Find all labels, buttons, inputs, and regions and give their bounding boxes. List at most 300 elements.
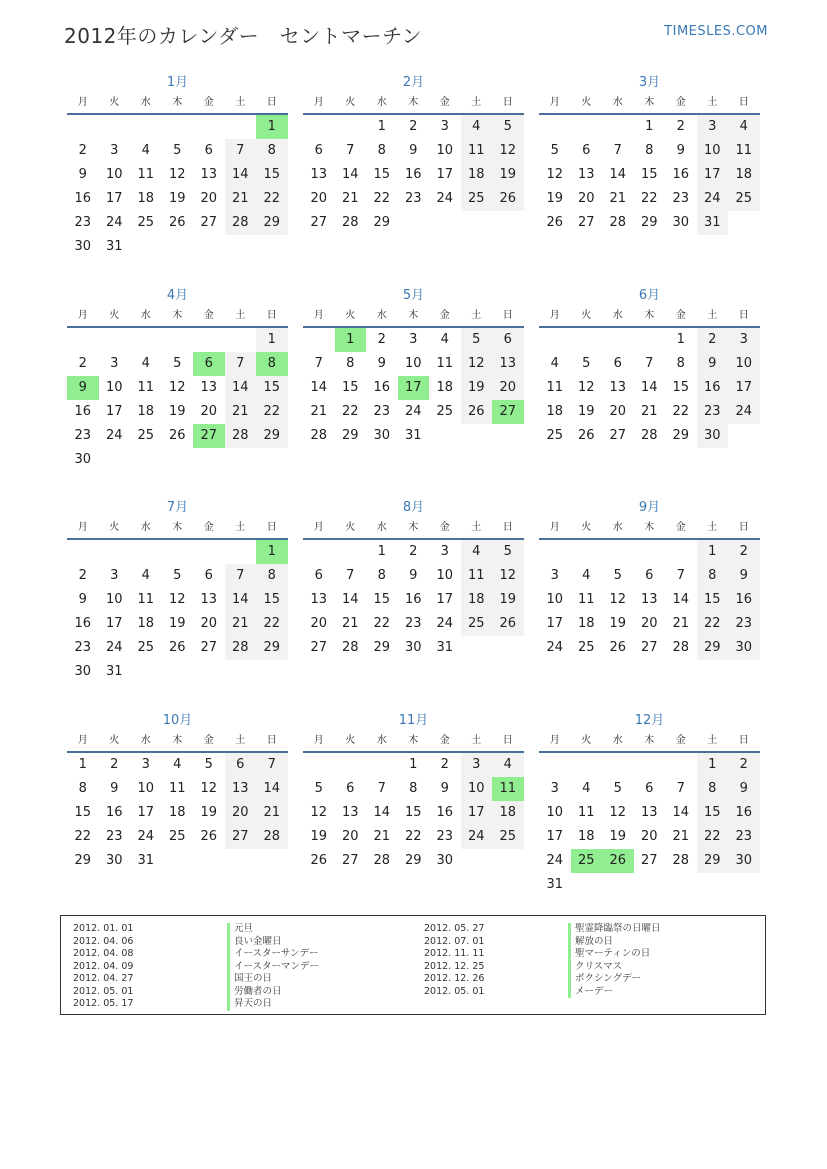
- week-row: [539, 564, 760, 588]
- day-cell: 29: [640, 215, 658, 230]
- holiday-day-cell: 26: [602, 849, 634, 873]
- day-cell: 24: [546, 853, 564, 868]
- day-cell: 29: [341, 428, 359, 443]
- weekday-label: 金: [675, 310, 686, 321]
- day-cell: 14: [341, 592, 359, 607]
- day-cell: 8: [697, 564, 729, 588]
- day-cell: 22: [256, 612, 288, 636]
- day-cell: 30: [74, 239, 92, 254]
- day-cell: 14: [609, 167, 627, 182]
- day-cell: 11: [461, 564, 493, 588]
- weekday-label: 月: [313, 310, 324, 321]
- day-cell: 10: [697, 139, 729, 163]
- week-row: [67, 235, 288, 259]
- day-cell: 28: [672, 853, 690, 868]
- holiday-day-cell: 6: [193, 352, 225, 376]
- weekday-label: 土: [471, 522, 482, 533]
- day-cell: 15: [697, 801, 729, 825]
- weekday-label: 木: [644, 97, 655, 108]
- holiday-list: [60, 915, 766, 1015]
- day-cell: 21: [341, 616, 359, 631]
- month-3: [539, 73, 760, 235]
- day-cell: 31: [404, 428, 422, 443]
- empty-cell: [634, 328, 666, 352]
- day-cell: 22: [697, 825, 729, 849]
- day-cell: 10: [105, 167, 123, 182]
- week-row: [539, 777, 760, 801]
- day-cell: 20: [577, 191, 595, 206]
- weekday-label: 土: [707, 735, 718, 746]
- day-cell: 3: [409, 332, 418, 347]
- week-row: [539, 612, 760, 636]
- day-cell: 13: [577, 167, 595, 182]
- day-cell: 11: [436, 356, 454, 371]
- weekday-label: 月: [313, 522, 324, 533]
- day-cell: 31: [436, 640, 454, 655]
- day-cell: 29: [373, 215, 391, 230]
- day-cell: 16: [373, 380, 391, 395]
- day-cell: 16: [105, 805, 123, 820]
- day-cell: 3: [110, 143, 119, 158]
- day-cell: 21: [225, 187, 257, 211]
- day-cell: 4: [141, 568, 150, 583]
- month-title: 6月: [638, 288, 661, 303]
- day-cell: 7: [225, 564, 257, 588]
- day-cell: 17: [728, 376, 760, 400]
- day-cell: 3: [440, 544, 449, 559]
- day-cell: 29: [256, 636, 288, 660]
- day-cell: 5: [492, 540, 524, 564]
- weekday-label: 月: [549, 97, 560, 108]
- week-row: [303, 211, 524, 235]
- day-cell: 7: [676, 781, 685, 796]
- month-2: [303, 73, 524, 235]
- week-row: [303, 753, 524, 777]
- weekday-header: [539, 306, 760, 328]
- holiday-name: 解放の日: [568, 936, 661, 949]
- weekday-label: 火: [581, 97, 592, 108]
- day-cell: 3: [697, 115, 729, 139]
- day-cell: 11: [137, 592, 155, 607]
- weekday-label: 月: [313, 97, 324, 108]
- weekday-label: 月: [549, 735, 560, 746]
- day-cell: 19: [200, 805, 218, 820]
- day-cell: 6: [314, 143, 323, 158]
- day-cell: 1: [409, 757, 418, 772]
- day-cell: 4: [461, 540, 493, 564]
- month-title: 7月: [166, 500, 189, 515]
- day-cell: 30: [74, 664, 92, 679]
- site-link[interactable]: TIMESLES.COM: [664, 24, 768, 39]
- weekday-label: 月: [77, 310, 88, 321]
- week-row: [67, 636, 288, 660]
- day-cell: 30: [728, 849, 760, 873]
- empty-cell: [602, 753, 634, 777]
- weekday-label: 土: [471, 310, 482, 321]
- day-cell: 6: [225, 753, 257, 777]
- week-row: [303, 849, 524, 873]
- day-cell: 30: [74, 452, 92, 467]
- holiday-date: 2012. 05. 01: [424, 985, 485, 997]
- day-cell: 19: [492, 588, 524, 612]
- day-cell: 17: [105, 616, 123, 631]
- day-cell: 27: [341, 853, 359, 868]
- day-cell: 25: [577, 640, 595, 655]
- empty-cell: [665, 540, 697, 564]
- day-cell: 7: [645, 356, 654, 371]
- weekday-label: 日: [266, 522, 277, 533]
- day-cell: 8: [645, 143, 654, 158]
- week-row: [303, 825, 524, 849]
- day-cell: 26: [609, 640, 627, 655]
- day-cell: 18: [137, 404, 155, 419]
- day-cell: 12: [609, 805, 627, 820]
- day-cell: 22: [697, 612, 729, 636]
- day-cell: 8: [256, 564, 288, 588]
- weekday-label: 火: [109, 522, 120, 533]
- day-cell: 20: [310, 191, 328, 206]
- weekday-label: 金: [675, 522, 686, 533]
- day-cell: 17: [105, 191, 123, 206]
- month-11: [303, 711, 524, 873]
- day-cell: 18: [461, 163, 493, 187]
- weekday-label: 水: [612, 97, 623, 108]
- day-cell: 23: [74, 640, 92, 655]
- weekday-label: 火: [345, 97, 356, 108]
- empty-cell: [303, 540, 335, 564]
- holiday-name: イースターマンデー: [227, 961, 319, 974]
- weekday-label: 金: [439, 310, 450, 321]
- day-cell: 12: [310, 805, 328, 820]
- empty-cell: [602, 115, 634, 139]
- day-cell: 5: [613, 781, 622, 796]
- weekday-label: 水: [140, 735, 151, 746]
- day-cell: 22: [74, 829, 92, 844]
- day-cell: 6: [492, 328, 524, 352]
- weekday-label: 木: [644, 735, 655, 746]
- day-cell: 25: [137, 428, 155, 443]
- day-cell: 27: [200, 215, 218, 230]
- weekday-label: 土: [707, 97, 718, 108]
- day-cell: 23: [373, 404, 391, 419]
- weekday-label: 木: [408, 310, 419, 321]
- day-cell: 9: [676, 143, 685, 158]
- day-cell: 28: [672, 640, 690, 655]
- day-cell: 6: [645, 568, 654, 583]
- day-cell: 7: [225, 352, 257, 376]
- day-cell: 7: [256, 753, 288, 777]
- day-cell: 18: [546, 404, 564, 419]
- empty-cell: [634, 753, 666, 777]
- week-row: [539, 187, 760, 211]
- day-cell: 18: [436, 380, 454, 395]
- day-cell: 9: [728, 564, 760, 588]
- day-cell: 13: [200, 167, 218, 182]
- day-cell: 13: [310, 167, 328, 182]
- day-cell: 7: [377, 781, 386, 796]
- weekday-label: 木: [172, 735, 183, 746]
- day-cell: 8: [377, 143, 386, 158]
- day-cell: 3: [461, 753, 493, 777]
- day-cell: 19: [609, 616, 627, 631]
- empty-cell: [571, 753, 603, 777]
- day-cell: 21: [341, 191, 359, 206]
- day-cell: 10: [404, 356, 422, 371]
- holiday-day-cell: 1: [256, 115, 288, 139]
- day-cell: 28: [310, 428, 328, 443]
- week-row: [67, 612, 288, 636]
- day-cell: 30: [404, 640, 422, 655]
- month-1: [67, 73, 288, 259]
- day-cell: 30: [373, 428, 391, 443]
- weekday-label: 日: [738, 97, 749, 108]
- day-cell: 19: [461, 376, 493, 400]
- weekday-header: [539, 93, 760, 115]
- week-row: [67, 777, 288, 801]
- day-cell: 24: [436, 616, 454, 631]
- weekday-label: 水: [612, 735, 623, 746]
- day-cell: 9: [409, 143, 418, 158]
- day-cell: 9: [409, 568, 418, 583]
- holiday-date: 2012. 12. 25: [424, 960, 485, 972]
- day-cell: 11: [168, 781, 186, 796]
- empty-cell: [602, 328, 634, 352]
- empty-cell: [193, 540, 225, 564]
- day-cell: 31: [105, 239, 123, 254]
- day-cell: 17: [546, 829, 564, 844]
- holiday-date: 2012. 04. 27: [73, 973, 134, 984]
- day-cell: 28: [609, 215, 627, 230]
- weekday-header: [303, 518, 524, 540]
- day-cell: 25: [436, 404, 454, 419]
- weekday-label: 火: [109, 97, 120, 108]
- weekday-label: 土: [471, 735, 482, 746]
- week-row: [539, 163, 760, 187]
- day-cell: 9: [697, 352, 729, 376]
- week-row: [67, 660, 288, 684]
- week-row: [67, 801, 288, 825]
- day-cell: 25: [461, 612, 493, 636]
- empty-cell: [162, 540, 194, 564]
- day-cell: 31: [697, 211, 729, 235]
- day-cell: 6: [613, 356, 622, 371]
- holiday-name: メーデー: [568, 986, 661, 999]
- day-cell: 14: [672, 592, 690, 607]
- weekday-label: 金: [203, 522, 214, 533]
- day-cell: 10: [728, 352, 760, 376]
- day-cell: 15: [373, 592, 391, 607]
- week-row: [67, 352, 288, 376]
- day-cell: 23: [404, 616, 422, 631]
- day-cell: 15: [697, 588, 729, 612]
- weekday-label: 日: [738, 310, 749, 321]
- weekday-label: 水: [140, 310, 151, 321]
- day-cell: 8: [697, 777, 729, 801]
- holiday-day-cell: 17: [398, 376, 430, 400]
- empty-cell: [303, 115, 335, 139]
- day-cell: 12: [577, 380, 595, 395]
- day-cell: 26: [492, 612, 524, 636]
- day-cell: 20: [200, 191, 218, 206]
- week-row: [67, 424, 288, 448]
- day-cell: 3: [110, 356, 119, 371]
- day-cell: 1: [256, 328, 288, 352]
- day-cell: 1: [676, 332, 685, 347]
- day-cell: 8: [346, 356, 355, 371]
- day-cell: 3: [550, 568, 559, 583]
- week-row: [67, 328, 288, 352]
- day-cell: 14: [672, 805, 690, 820]
- weekday-label: 木: [644, 522, 655, 533]
- day-cell: 12: [546, 167, 564, 182]
- week-row: [67, 564, 288, 588]
- weekday-label: 土: [235, 310, 246, 321]
- day-cell: 11: [577, 805, 595, 820]
- weekday-label: 火: [345, 310, 356, 321]
- day-cell: 27: [577, 215, 595, 230]
- weekday-label: 火: [345, 735, 356, 746]
- day-cell: 21: [672, 616, 690, 631]
- empty-cell: [539, 540, 571, 564]
- day-cell: 23: [728, 825, 760, 849]
- month-title: 12月: [634, 713, 665, 728]
- day-cell: 27: [225, 825, 257, 849]
- week-row: [303, 187, 524, 211]
- weekday-label: 水: [376, 310, 387, 321]
- day-cell: 2: [78, 568, 87, 583]
- empty-cell: [225, 115, 257, 139]
- day-cell: 10: [105, 380, 123, 395]
- weekday-label: 日: [738, 522, 749, 533]
- day-cell: 19: [168, 404, 186, 419]
- holiday-name: 元旦: [227, 923, 319, 936]
- weekday-label: 木: [172, 522, 183, 533]
- day-cell: 29: [256, 211, 288, 235]
- day-cell: 22: [404, 829, 422, 844]
- week-row: [539, 115, 760, 139]
- day-cell: 14: [256, 777, 288, 801]
- day-cell: 24: [105, 428, 123, 443]
- week-row: [539, 400, 760, 424]
- week-row: [303, 801, 524, 825]
- empty-cell: [602, 540, 634, 564]
- day-cell: 15: [373, 167, 391, 182]
- day-cell: 8: [377, 568, 386, 583]
- weekday-label: 土: [235, 97, 246, 108]
- day-cell: 22: [256, 187, 288, 211]
- weekday-label: 金: [675, 97, 686, 108]
- day-cell: 14: [225, 376, 257, 400]
- day-cell: 20: [640, 829, 658, 844]
- day-cell: 19: [492, 163, 524, 187]
- day-cell: 22: [373, 616, 391, 631]
- weekday-label: 月: [549, 310, 560, 321]
- day-cell: 23: [728, 612, 760, 636]
- empty-cell: [130, 540, 162, 564]
- empty-cell: [335, 753, 367, 777]
- day-cell: 25: [728, 187, 760, 211]
- day-cell: 5: [314, 781, 323, 796]
- week-row: [303, 400, 524, 424]
- day-cell: 21: [256, 801, 288, 825]
- weekday-label: 日: [266, 97, 277, 108]
- day-cell: 22: [672, 404, 690, 419]
- day-cell: 28: [256, 825, 288, 849]
- day-cell: 9: [110, 781, 119, 796]
- day-cell: 21: [672, 829, 690, 844]
- day-cell: 5: [492, 115, 524, 139]
- day-cell: 24: [105, 215, 123, 230]
- day-cell: 2: [676, 119, 685, 134]
- empty-cell: [225, 540, 257, 564]
- day-cell: 9: [78, 167, 87, 182]
- day-cell: 15: [640, 167, 658, 182]
- day-cell: 12: [609, 592, 627, 607]
- day-cell: 31: [546, 877, 564, 892]
- weekday-label: 日: [502, 310, 513, 321]
- holiday-name: 聖マーティンの日: [568, 948, 661, 961]
- week-row: [67, 187, 288, 211]
- day-cell: 29: [404, 853, 422, 868]
- day-cell: 12: [492, 564, 524, 588]
- day-cell: 6: [204, 143, 213, 158]
- day-cell: 14: [225, 588, 257, 612]
- day-cell: 20: [310, 616, 328, 631]
- week-row: [303, 588, 524, 612]
- weekday-label: 水: [376, 522, 387, 533]
- day-cell: 26: [168, 640, 186, 655]
- weekday-label: 土: [235, 522, 246, 533]
- day-cell: 9: [728, 777, 760, 801]
- week-row: [67, 139, 288, 163]
- month-title: 10月: [162, 713, 193, 728]
- weekday-label: 木: [408, 97, 419, 108]
- day-cell: 8: [78, 781, 87, 796]
- day-cell: 23: [672, 191, 690, 206]
- day-cell: 16: [728, 801, 760, 825]
- weekday-header: [67, 306, 288, 328]
- day-cell: 1: [377, 119, 386, 134]
- day-cell: 5: [204, 757, 213, 772]
- day-cell: 16: [404, 592, 422, 607]
- day-cell: 10: [436, 568, 454, 583]
- day-cell: 13: [225, 777, 257, 801]
- day-cell: 3: [141, 757, 150, 772]
- empty-cell: [162, 115, 194, 139]
- holiday-date: 2012. 04. 08: [73, 948, 134, 959]
- day-cell: 30: [436, 853, 454, 868]
- day-cell: 27: [310, 640, 328, 655]
- empty-cell: [303, 328, 335, 352]
- day-cell: 30: [105, 853, 123, 868]
- empty-cell: [539, 115, 571, 139]
- week-row: [303, 540, 524, 564]
- day-cell: 17: [546, 616, 564, 631]
- day-cell: 5: [461, 328, 493, 352]
- day-cell: 28: [373, 853, 391, 868]
- day-cell: 4: [492, 753, 524, 777]
- day-cell: 18: [577, 616, 595, 631]
- weekday-label: 金: [439, 97, 450, 108]
- week-row: [67, 448, 288, 472]
- holiday-date: 2012. 12. 26: [424, 973, 485, 984]
- weekday-label: 月: [77, 735, 88, 746]
- day-cell: 13: [310, 592, 328, 607]
- day-cell: 29: [672, 428, 690, 443]
- day-cell: 30: [728, 636, 760, 660]
- week-row: [67, 400, 288, 424]
- day-cell: 27: [609, 428, 627, 443]
